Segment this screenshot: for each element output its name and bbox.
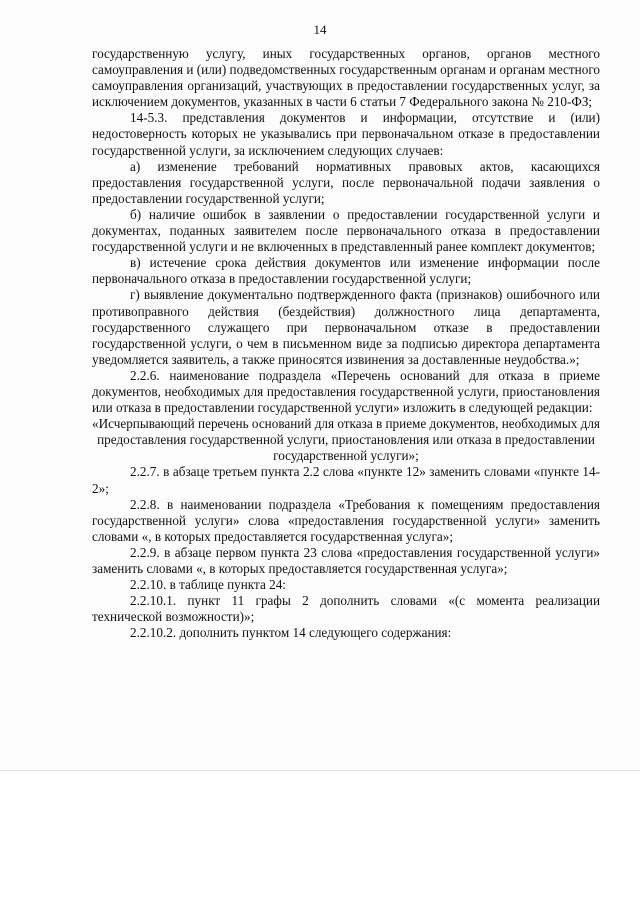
paragraph-new-heading: «Исчерпывающий перечень оснований для отказа в приеме документов, необходимых для предоставления государственной услуги, приостановления или отказа в предоставлении государственной услуги»; [92,416,600,464]
paragraph-2-2-10: 2.2.10. в таблице пункта 24: [130,577,286,593]
paragraph-item-a: а) изменение требований нормативных правовых актов, касающихся предоставления государственной услуги, после первоначальной подачи заявления о предоставлении государственной услуги; [92,158,600,206]
paragraph-2-2-6: 2.2.6. наименование подраздела «Перечень оснований для отказа в приеме документов, необходимых для предоставления государственной услуги, приостановления или отказа в предоставлении государственной услуги» изложить в следующей редакции: [92,367,600,416]
paragraph-continuation: государственную услугу, иных государственных органов, органов местного самоуправления и (или) подведомственных государственным органам и органам местного самоуправления организаций, участвующих в предоставлении государственных услуг, за исключением документов, указанных в части 6 статьи 7 Федерального закона № 210-ФЗ; [92,46,600,110]
paragraph-item-g: г) выявление документально подтвержденного факта (признаков) ошибочного или противоправного действия (бездействия) должностного лица департамента, государственного служащего при первоначальном отказе в предоставлении государственной услуги, о чем в письменном виде за подписью директора департамента уведомляется заявитель, а также приносятся извинения за доставленные неудобства.»; [92,287,600,367]
paragraph-14-5-3: 14-5.3. представления документов и информации, отсутствие и (или) недостоверность которых не указывались при первоначальном отказе в предоставлении государственной услуги, за исключением следующих случаев: [92,110,600,158]
paragraph-item-b: б) наличие ошибок в заявлении о предоставлении государственной услуги и документах, поданных заявителем после первоначального отказа в предоставлении государственной услуги и не включенных в представленный ранее комплект документов; [92,206,600,255]
page-number: 14 [313,22,327,37]
document-body [92,46,600,641]
paragraph-2-2-8: 2.2.8. в наименовании подраздела «Требования к помещениям предоставления государственной услуги» слова «предоставления государственной услуги» заменить словами «, в которых предоставляется государственная услуга»; [92,496,600,544]
blank-margin [0,771,640,905]
paragraph-item-v: в) истечение срока действия документов или изменение информации после первоначального отказа в предоставлении государственной услуги; [92,255,600,287]
paragraph-2-2-7: 2.2.7. в абзаце третьем пункта 2.2 слова «пункте 12» заменить словами «пункте 14-2»; [92,464,600,496]
paragraph-2-2-9: 2.2.9. в абзаце первом пункта 23 слова «предоставления государственной услуги» заменить словами «, в которых предоставляется государственная услуга»; [92,544,600,576]
paragraph-2-2-10-1: 2.2.10.1. пункт 11 графы 2 дополнить словами «(с момента реализации технической возможности)»; [92,593,600,625]
paragraph-2-2-10-2: 2.2.10.2. дополнить пунктом 14 следующего содержания: [130,625,452,641]
